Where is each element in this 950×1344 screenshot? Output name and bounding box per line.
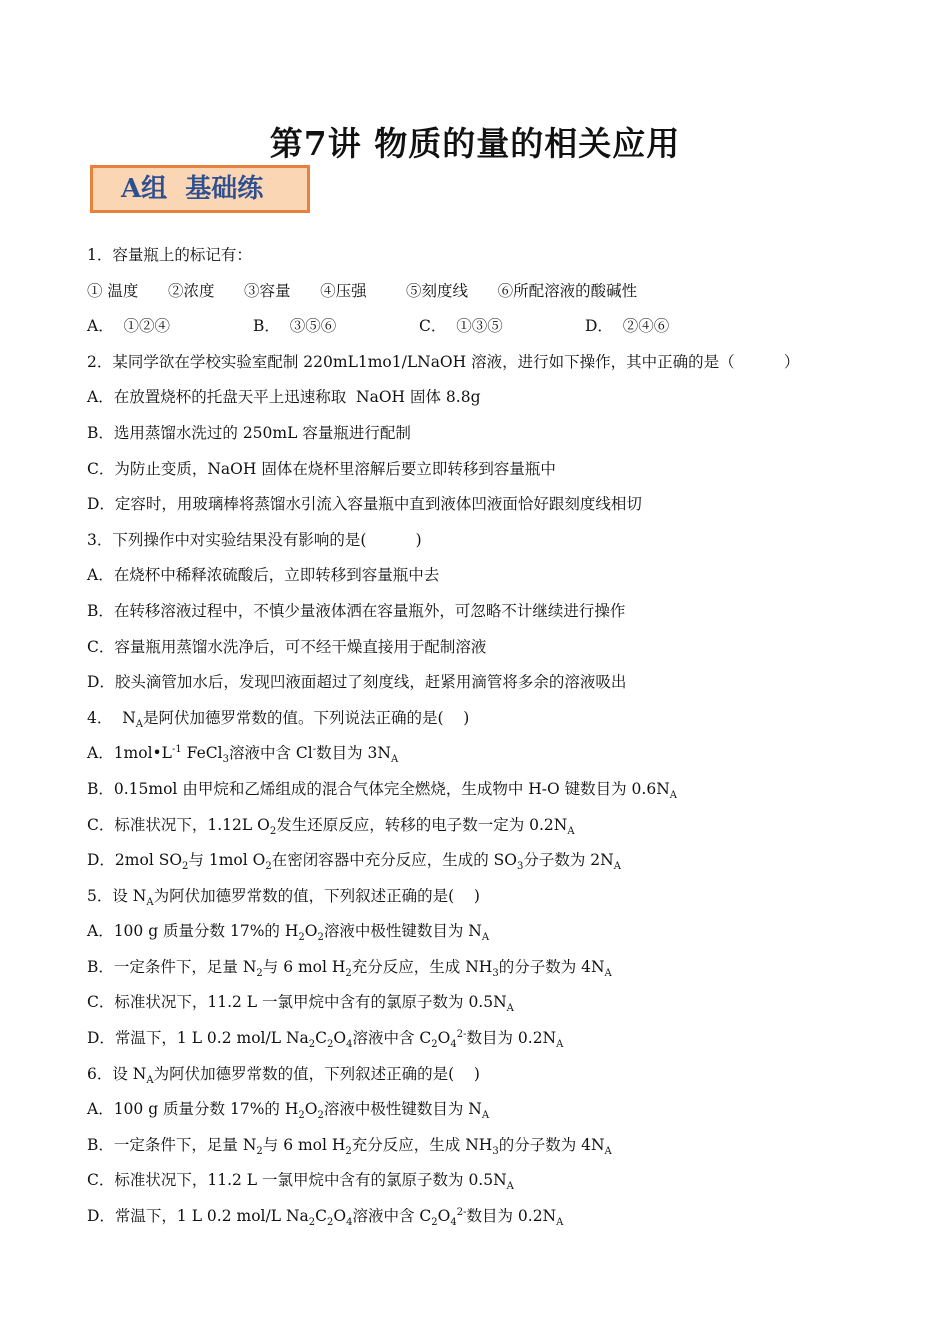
q6-b-mid: 与 6 mol H (262, 1135, 346, 1154)
q5-d-tail: 数目为 0.2N (466, 1029, 557, 1048)
q5-option-c (87, 985, 887, 1021)
q5-a-pre: A．100 g 质量分数 17%的 H (87, 922, 299, 941)
q4-stem-text: 是阿伏加德罗常数的值。下列说法正确的是( ) (143, 708, 470, 727)
q5-d-sub1: 2 (308, 1039, 316, 1051)
q6-d-pre: D．常温下，1 L 0.2 mol/L Na (87, 1207, 309, 1226)
q5-d-charge: 2- (456, 1028, 467, 1040)
q5-a-tail: 溶液中极性键数目为 N (323, 922, 482, 941)
q6-d-charge: 2- (456, 1206, 467, 1218)
q6-option-d (87, 1199, 887, 1235)
q4-d-sub1: 2 (182, 861, 189, 873)
q5-a-mid: O (304, 922, 318, 941)
q6-d-na-sub: A (556, 1217, 564, 1229)
q5-d-mid: 溶液中含 C (352, 1029, 432, 1048)
q5-stem-sub: A (146, 896, 154, 908)
q4-d-na-sub: A (613, 861, 621, 873)
q2-option-b: B．选用蒸馏水洗过的 250mL 容量瓶进行配制 (87, 423, 411, 442)
q5-b-sub2: 2 (345, 967, 352, 979)
q1-stem: 1．容量瓶上的标记有： (87, 246, 252, 264)
q5-c-text: C．标准状况下，11.2 L 一氯甲烷中含有的氯原子数为 0.5N (87, 993, 507, 1012)
q1-option-a: A． ①②④ (87, 317, 171, 336)
q5-d-o2: O (437, 1029, 451, 1048)
q6-d-o: O (333, 1207, 347, 1226)
q4-a-charge: - (312, 744, 317, 756)
q5-stem (87, 879, 887, 915)
q3-option-a: A．在烧杯中稀释浓硫酸后，立即转移到容量瓶中去 (87, 566, 440, 585)
q6-c-text: C．标准状况下，11.2 L 一氯甲烷中含有的氯原子数为 0.5N (87, 1171, 507, 1190)
q4-option-d (87, 843, 887, 879)
group-badge: A组 基础练 (90, 165, 310, 213)
q4-d-text: D．2mol SO (87, 851, 183, 870)
q5-d-na-sub: A (556, 1039, 564, 1051)
q4-b-na-sub: A (669, 790, 678, 801)
q4-a-formula: FeCl (181, 744, 223, 763)
q5-b-mid2: 充分反应，生成 NH (351, 957, 493, 976)
q6-a-sub2: 2 (317, 1110, 324, 1122)
question-list (87, 238, 887, 1235)
q5-d-sub2: 2 (327, 1039, 334, 1051)
q5-option-d (87, 1021, 887, 1057)
q4-c-tail: 发生还原反应，转移的电子数一定为 0.2N (276, 815, 568, 834)
q4-a-tail: 数目为 3N (316, 744, 391, 763)
q5-d-sub4: 2 (431, 1039, 438, 1051)
q4-a-na-sub: A (390, 754, 399, 766)
q5-b-tail: 的分子数为 4N (498, 957, 605, 976)
q4-d-tail: 分子数为 2N (523, 851, 614, 870)
q6-b-na-sub: A (604, 1145, 612, 1157)
q4-a-sub: A (135, 718, 144, 730)
q4-d-text2: 与 1mol O (188, 851, 266, 870)
q4-option-b (87, 772, 887, 808)
q5-d-sub3: 4 (346, 1039, 353, 1051)
q1-options (87, 309, 887, 345)
page-title: 第7讲 物质的量的相关应用 (269, 124, 681, 163)
q5-c-na-sub: A (506, 1003, 514, 1015)
q6-d-sub1: 2 (308, 1217, 316, 1229)
q4-d-sub2: 2 (265, 861, 272, 873)
q2-option-c: C．为防止变质，NaOH 固体在烧杯里溶解后要立即转移到容量瓶中 (87, 459, 556, 478)
q3-option-b: B．在转移溶液过程中，不慎少量液体洒在容量瓶外，可忽略不计继续进行操作 (87, 601, 626, 620)
q6-a-pre: A．100 g 质量分数 17%的 H (87, 1100, 299, 1119)
q6-stem-sub: A (146, 1074, 154, 1086)
q5-a-sub1: 2 (298, 932, 305, 944)
q6-d-o2: O (437, 1207, 451, 1226)
q6-b-sub1: 2 (256, 1145, 263, 1157)
q6-a-na-sub: A (481, 1110, 490, 1122)
q4-a-text2: 溶液中含 Cl (228, 744, 313, 763)
q5-b-pre: B．一定条件下，足量 N (87, 957, 257, 976)
q6-option-c (87, 1163, 887, 1199)
q3-stem: 3．下列操作中对实验结果没有影响的是( ) (87, 530, 422, 549)
q6-d-sub4: 2 (431, 1217, 438, 1229)
q6-a-tail: 溶液中极性键数目为 N (323, 1100, 482, 1119)
q5-b-mid: 与 6 mol H (262, 957, 346, 976)
q6-d-sub2: 2 (327, 1217, 334, 1229)
q6-d-mid: 溶液中含 C (352, 1207, 432, 1226)
q1-markings: ① 温度 ②浓度 ③容量 ④压强 ⑤刻度线 ⑥所配溶液的酸碱性 (87, 281, 638, 300)
q5-d-c: C (315, 1029, 327, 1048)
q4-stem (87, 701, 887, 737)
q1-option-b: B． ③⑤⑥ (253, 317, 337, 336)
q5-b-sub1: 2 (256, 967, 263, 979)
q1-option-c: C． ①③⑤ (419, 317, 503, 336)
q4-option-c (87, 808, 887, 844)
q5-stem-tail: 为阿伏加德罗常数的值，下列叙述正确的是( ) (153, 886, 480, 905)
q5-a-sub2: 2 (317, 932, 324, 944)
q4-n-symbol: N (122, 708, 136, 727)
q5-d-o: O (333, 1029, 347, 1048)
q5-option-b (87, 950, 887, 986)
q3-option-d: D．胶头滴管加水后，发现凹液面超过了刻度线，赶紧用滴管将多余的溶液吸出 (87, 673, 627, 692)
q6-stem-tail: 为阿伏加德罗常数的值，下列叙述正确的是( ) (153, 1064, 480, 1083)
q6-b-tail: 的分子数为 4N (498, 1135, 605, 1154)
q6-d-sub5: 4 (450, 1217, 457, 1229)
q3-option-c: C．容量瓶用蒸馏水洗净后，可不经干燥直接用于配制溶液 (87, 637, 487, 656)
q2-stem: 2．某同学欲在学校实验室配制 220mL1mo1/LNaOH 溶液，进行如下操作，其中正确的是（ ） (87, 352, 800, 371)
q4-option-a (87, 736, 887, 772)
q4-c-text: C．标准状况下，1.12L O (87, 815, 270, 834)
q5-b-sub3: 3 (492, 967, 499, 979)
q5-a-na-sub: A (481, 932, 490, 944)
q6-b-sub2: 2 (345, 1145, 352, 1157)
q6-a-sub1: 2 (298, 1110, 305, 1122)
q4-d-sub3: 3 (516, 861, 524, 873)
q4-a-exp: -1 (171, 744, 182, 756)
q4-b-text: B．0.15mol 由甲烷和乙烯组成的混合气体完全燃烧，生成物中 H-O 键数目为 0.6N (87, 779, 670, 798)
q6-option-a (87, 1092, 887, 1128)
q6-b-sub3: 3 (492, 1145, 499, 1157)
q5-d-pre: D．常温下，1 L 0.2 mol/L Na (87, 1029, 309, 1048)
q6-b-mid2: 充分反应，生成 NH (351, 1135, 493, 1154)
q6-stem-pre: 6．设 N (87, 1064, 147, 1083)
q6-c-na-sub: A (506, 1181, 514, 1193)
q4-c-sub: 2 (269, 825, 277, 837)
q6-d-tail: 数目为 0.2N (466, 1207, 557, 1226)
q6-d-c: C (315, 1207, 327, 1226)
q4-a-sub3: 3 (222, 754, 229, 766)
q4-a-text: A．1mol•L (87, 744, 172, 763)
q5-d-sub5: 4 (450, 1039, 457, 1051)
q4-c-na-sub: A (567, 825, 575, 837)
q6-a-mid: O (304, 1100, 318, 1119)
q4-number: 4． (87, 708, 113, 727)
q6-stem (87, 1057, 887, 1093)
q2-option-d: D．定容时，用玻璃棒将蒸馏水引流入容量瓶中直到液体凹液面恰好跟刻度线相切 (87, 495, 642, 514)
q2-option-a: A．在放置烧杯的托盘天平上迅速称取 NaOH 固体 8.8g (87, 388, 481, 407)
q6-b-pre: B．一定条件下，足量 N (87, 1135, 257, 1154)
q5-stem-pre: 5．设 N (87, 886, 147, 905)
q5-option-a (87, 914, 887, 950)
q5-b-na-sub: A (604, 967, 612, 979)
q6-option-b (87, 1128, 887, 1164)
q6-d-sub3: 4 (346, 1217, 353, 1229)
q1-option-d: D． ②④⑥ (585, 317, 670, 336)
q4-d-text3: 在密闭容器中充分反应，生成的 SO (271, 851, 517, 870)
